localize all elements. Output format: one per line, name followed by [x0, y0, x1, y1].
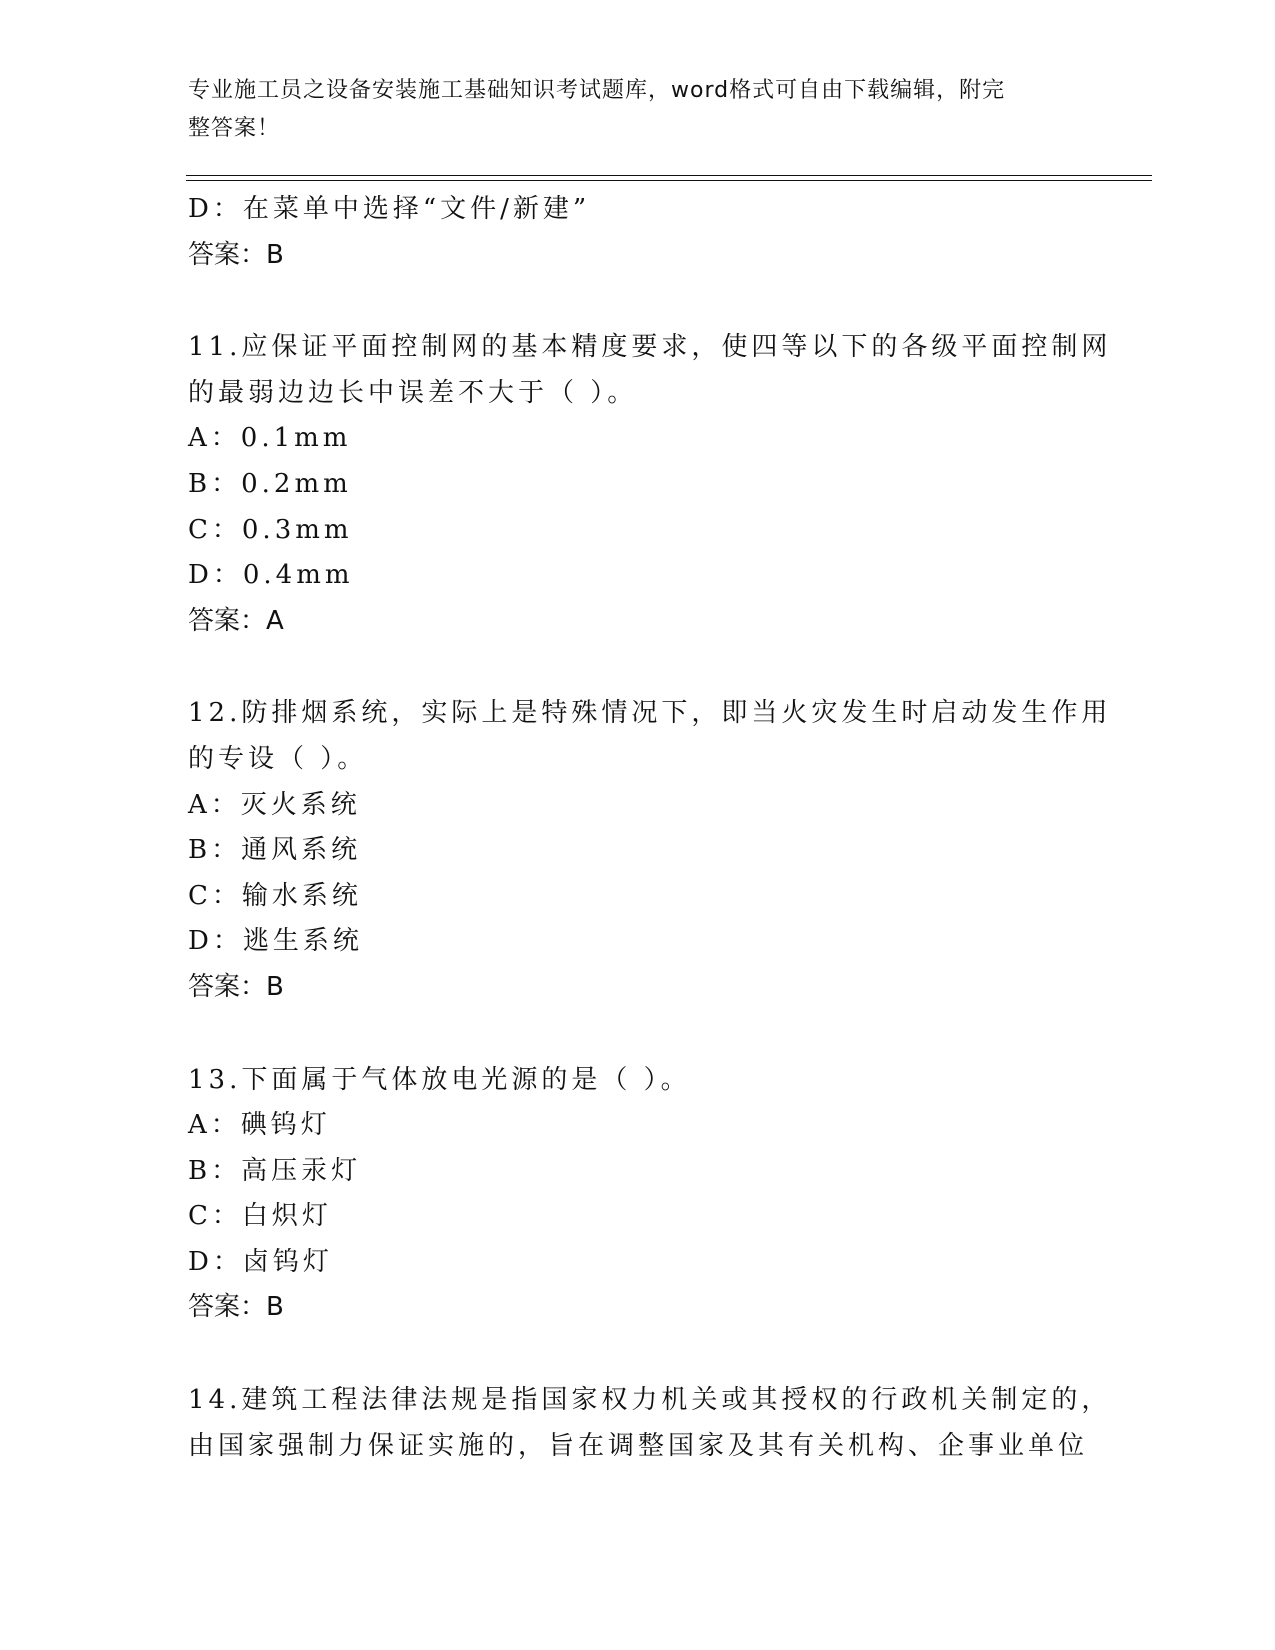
previous-question-tail — [188, 187, 1088, 278]
question-stem-line: 14.建筑工程法律法规是指国家权力机关或其授权的行政机关制定的， — [188, 1385, 1112, 1416]
header-line-2: 整答案！ — [188, 116, 281, 141]
question-stem-line: 12.防排烟系统，实际上是特殊情况下，即当火灾发生时启动发生作用 — [188, 698, 1112, 729]
option-d: D：0.4mm — [188, 560, 354, 591]
option-d: D：逃生系统 — [188, 926, 363, 957]
answer-line: 答案：B — [188, 1292, 284, 1323]
question-content — [188, 187, 1112, 1469]
option-a: A：灭火系统 — [188, 789, 361, 820]
question-stem-line: 的专设（ ）。 — [188, 743, 368, 774]
question-stem-line: 由国家强制力保证实施的，旨在调整国家及其有关机构、企事业单位 — [188, 1430, 1089, 1461]
answer-line: 答案：A — [188, 605, 284, 636]
option-c: C：白炽灯 — [188, 1201, 332, 1232]
question-13 — [188, 1058, 1088, 1332]
header-line-1: 专业施工员之设备安装施工基础知识考试题库，word格式可自由下载编辑，附完 — [188, 78, 1006, 103]
option-a: A：0.1mm — [188, 423, 352, 454]
option-d: D：在菜单中选择“文件/新建” — [188, 194, 591, 224]
question-14 — [188, 1378, 1112, 1469]
option-b: B：高压汞灯 — [188, 1155, 362, 1186]
option-d: D：卤钨灯 — [188, 1246, 333, 1277]
question-11 — [188, 325, 1112, 644]
header-rule-top — [186, 175, 1152, 176]
option-c: C：0.3mm — [188, 514, 353, 545]
answer-line: 答案：B — [188, 239, 284, 270]
header-rule-bottom — [186, 180, 1152, 181]
question-12 — [188, 691, 1112, 1010]
option-c: C：输水系统 — [188, 880, 362, 911]
answer-line: 答案：B — [188, 971, 284, 1002]
question-stem-line: 11.应保证平面控制网的基本精度要求，使四等以下的各级平面控制网 — [188, 332, 1112, 363]
question-stem-line: 的最弱边边长中误差不大于（ ）。 — [188, 377, 638, 408]
question-stem-line: 13.下面属于气体放电光源的是（ ）。 — [188, 1064, 691, 1095]
option-a: A：碘钨灯 — [188, 1110, 331, 1141]
option-b: B：通风系统 — [188, 835, 362, 866]
document-header — [188, 72, 1068, 148]
option-b: B：0.2mm — [188, 468, 352, 499]
